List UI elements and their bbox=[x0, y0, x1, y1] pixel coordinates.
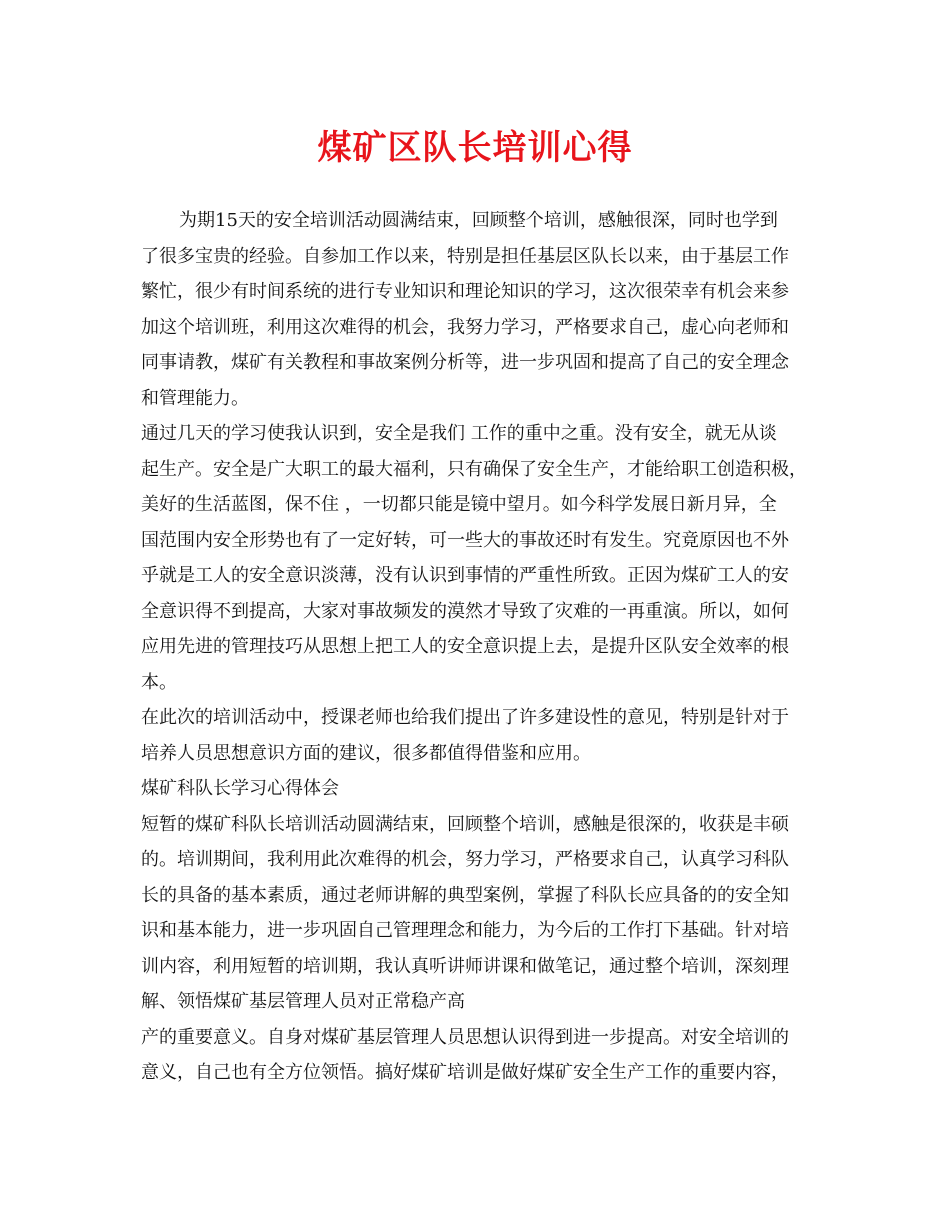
paragraph-line: 意义，自己也有全方位领悟。搞好煤矿培训是做好煤矿安全生产工作的重要内容， bbox=[141, 1062, 789, 1083]
paragraph-line: 本。 bbox=[141, 671, 177, 693]
paragraph-line: 解、领悟煤矿基层管理人员对正常稳产高 bbox=[141, 991, 465, 1012]
paragraph-line: 产的重要意义。自身对煤矿基层管理人员思想认识得到进一步提高。对安全培训的 bbox=[141, 1026, 789, 1048]
paragraph-line: 美好的生活蓝图，保不住 ，一切都只能是镜中望月。如今科学发展日新月异，全 bbox=[141, 494, 777, 515]
paragraph-line: 了很多宝贵的经验。自参加工作以来，特别是担任基层区队长以来，由于基层工作 bbox=[141, 245, 789, 267]
paragraph-line: 的。培训期间，我利用此次难得的机会，努力学习，严格要求自己，认真学习科队 bbox=[141, 849, 789, 870]
paragraph-line: 同事请教，煤矿有关教程和事故案例分析等，进一步巩固和提高了自己的安全理念 bbox=[141, 352, 789, 373]
paragraph-line: 训内容，利用短暂的培训期，我认真听讲师讲课和做笔记，通过整个培训，深刻理 bbox=[141, 955, 789, 977]
paragraph-line: 加这个培训班，利用这次难得的机会，我努力学习，严格要求自己，虚心向老师和 bbox=[141, 316, 789, 338]
paragraph-line: 全意识得不到提高，大家对事故频发的漠然才导致了灾难的一再重演。所以，如何 bbox=[141, 600, 789, 622]
paragraph-line: 国范围内安全形势也有了一定好转，可一些大的事故还时有发生。究竟原因也不外 bbox=[141, 529, 789, 551]
section-heading: 煤矿科队长学习心得体会 bbox=[141, 778, 339, 799]
paragraph-line: 培养人员思想意识方面的建议，很多都值得借鉴和应用。 bbox=[141, 742, 591, 764]
paragraph-line: 起生产。安全是广大职工的最大福利，只有确保了安全生产，才能给职工创造积极， bbox=[141, 458, 807, 480]
paragraph-line: 通过几天的学习使我认识到，安全是我们 工作的重中之重。没有安全，就无从谈 bbox=[141, 423, 777, 444]
document-body bbox=[141, 203, 811, 1091]
paragraph-line: 乎就是工人的安全意识淡薄，没有认识到事情的严重性所致。正因为煤矿工人的安 bbox=[141, 565, 789, 586]
paragraph-line: 在此次的培训活动中，授课老师也给我们提出了许多建设性的意见，特别是针对于 bbox=[141, 707, 789, 728]
document-title: 煤矿区队长培训心得 bbox=[317, 128, 633, 168]
paragraph-line: 繁忙，很少有时间系统的进行专业知识和理论知识的学习，这次很荣幸有机会来参 bbox=[141, 281, 789, 302]
paragraph-line: 和管理能力。 bbox=[141, 387, 249, 409]
paragraph-line: 应用先进的管理技巧从思想上把工人的安全意识提上去，是提升区队安全效率的根 bbox=[141, 636, 789, 657]
paragraph-line: 识和基本能力，进一步巩固自己管理理念和能力，为今后的工作打下基础。针对培 bbox=[141, 920, 789, 941]
paragraph-line: 为期15天的安全培训活动圆满结束，回顾整个培训，感触很深，同时也学到 bbox=[179, 210, 778, 231]
paragraph-line: 长的具备的基本素质，通过老师讲解的典型案例，掌握了科队长应具备的的安全知 bbox=[141, 884, 789, 906]
paragraph-line: 短暂的煤矿科队长培训活动圆满结束，回顾整个培训，感触是很深的，收获是丰硕 bbox=[141, 813, 789, 835]
